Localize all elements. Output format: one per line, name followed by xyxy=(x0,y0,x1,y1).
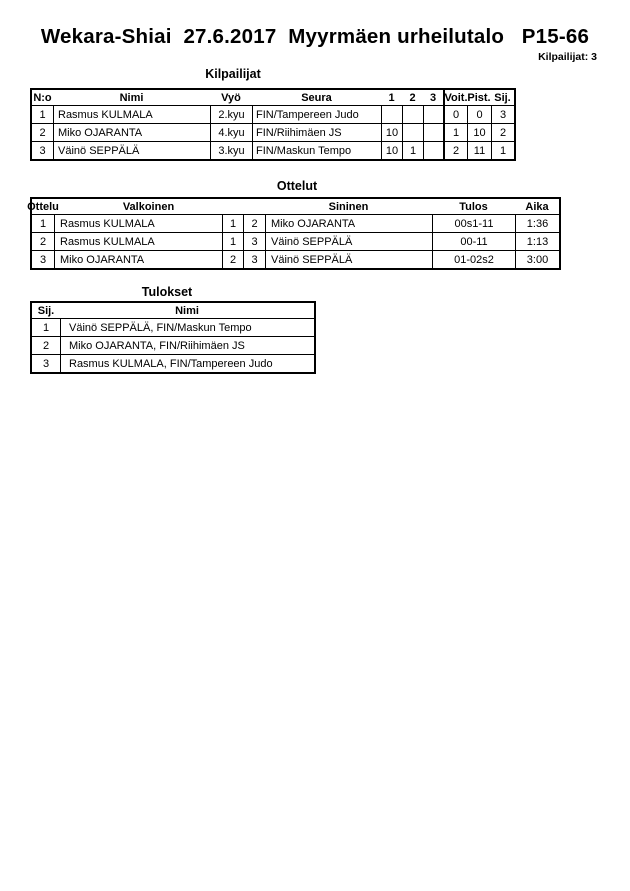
col-valkoinen: Valkoinen xyxy=(122,200,175,213)
table-row xyxy=(32,250,559,268)
cell-blue-no: 3 xyxy=(243,233,265,250)
cell-pist: 11 xyxy=(467,142,491,159)
col-tulos: Tulos xyxy=(459,200,488,213)
page-title: Wekara-Shiai 27.6.2017 Myyrmäen urheilutalo P15-66 xyxy=(40,25,590,48)
cell-valkoinen: Miko OJARANTA xyxy=(54,251,222,268)
cell-sij: 2 xyxy=(42,339,50,352)
cell-sininen: Miko OJARANTA xyxy=(265,215,432,232)
ottelut-table xyxy=(27,197,561,270)
table-row xyxy=(32,214,559,232)
col-voit: Voit. xyxy=(444,91,468,104)
cell-blue-no: 2 xyxy=(243,215,265,232)
col-seura: Seura xyxy=(301,91,332,104)
table-row xyxy=(32,123,514,141)
cell-sij: 2 xyxy=(491,124,514,141)
section-heading-ottelut: Ottelut xyxy=(276,179,318,193)
col-round-3: 3 xyxy=(429,91,437,104)
cell-sij: 1 xyxy=(491,142,514,159)
cell-nimi: Miko OJARANTA xyxy=(53,124,210,141)
tulokset-header-row xyxy=(32,303,314,318)
cell-round-3 xyxy=(423,142,443,159)
section-heading-kilpailijat: Kilpailijat xyxy=(205,67,261,81)
table-row xyxy=(32,141,514,159)
col-no: N:o xyxy=(33,91,52,104)
col-sij: Sij. xyxy=(494,91,511,104)
cell-round-3 xyxy=(423,124,443,141)
cell-no: 1 xyxy=(39,108,46,121)
col-vyo: Vyö xyxy=(221,91,241,104)
cell-sininen: Väinö SEPPÄLÄ xyxy=(265,251,432,268)
cell-tulos: 00s1-11 xyxy=(432,215,515,232)
table-row xyxy=(32,336,314,354)
table-row xyxy=(32,354,314,372)
cell-round-3 xyxy=(423,106,443,123)
cell-vyo: 3.kyu xyxy=(210,142,252,159)
cell-vyo: 4.kyu xyxy=(210,124,252,141)
cell-no: 3 xyxy=(39,144,46,157)
col-pist: Pist. xyxy=(467,91,491,104)
cell-white-no: 1 xyxy=(222,215,243,232)
table-row xyxy=(32,105,514,123)
cell-nimi: Väinö SEPPÄLÄ xyxy=(53,142,210,159)
cell-sij: 3 xyxy=(491,106,514,123)
col-round-1: 1 xyxy=(388,91,395,104)
table-row xyxy=(32,318,314,336)
cell-seura: FIN/Tampereen Judo xyxy=(252,106,381,123)
cell-nimi: Rasmus KULMALA, FIN/Tampereen Judo xyxy=(60,355,314,372)
col-nimi: Nimi xyxy=(175,304,199,317)
cell-tulos: 00-11 xyxy=(432,233,515,250)
cell-aika: 3:00 xyxy=(515,251,559,268)
cell-seura: FIN/Maskun Tempo xyxy=(252,142,381,159)
cell-nimi: Väinö SEPPÄLÄ, FIN/Maskun Tempo xyxy=(60,319,314,336)
col-nimi: Nimi xyxy=(119,91,144,104)
cell-round-2 xyxy=(402,106,423,123)
cell-nimi: Miko OJARANTA, FIN/Riihimäen JS xyxy=(60,337,314,354)
cell-round-1: 10 xyxy=(381,142,402,159)
cell-voit: 1 xyxy=(443,124,467,141)
cell-voit: 2 xyxy=(443,142,467,159)
cell-valkoinen: Rasmus KULMALA xyxy=(54,233,222,250)
cell-no: 2 xyxy=(39,126,46,139)
cell-pist: 10 xyxy=(467,124,491,141)
cell-ottelu: 3 xyxy=(39,253,47,266)
cell-aika: 1:13 xyxy=(515,233,559,250)
cell-vyo: 2.kyu xyxy=(210,106,252,123)
section-heading-tulokset: Tulokset xyxy=(141,285,193,299)
tulokset-table xyxy=(30,301,316,374)
cell-round-2: 1 xyxy=(402,142,423,159)
cell-sininen: Väinö SEPPÄLÄ xyxy=(265,233,432,250)
col-blank xyxy=(243,199,265,214)
cell-ottelu: 2 xyxy=(39,235,47,248)
cell-white-no: 1 xyxy=(222,233,243,250)
kilpailijat-header-row xyxy=(32,90,514,105)
col-ottelu: Ottelu xyxy=(27,200,59,213)
cell-nimi: Rasmus KULMALA xyxy=(53,106,210,123)
cell-sij: 3 xyxy=(42,357,50,370)
cell-aika: 1:36 xyxy=(515,215,559,232)
cell-ottelu: 1 xyxy=(39,217,47,230)
col-aika: Aika xyxy=(525,200,549,213)
cell-blue-no: 3 xyxy=(243,251,265,268)
cell-seura: FIN/Riihimäen JS xyxy=(252,124,381,141)
cell-sij: 1 xyxy=(42,321,50,334)
cell-tulos: 01-02s2 xyxy=(432,251,515,268)
table-row xyxy=(32,232,559,250)
col-sij: Sij. xyxy=(37,304,55,317)
cell-valkoinen: Rasmus KULMALA xyxy=(54,215,222,232)
col-sininen: Sininen xyxy=(328,200,369,213)
cell-voit: 0 xyxy=(443,106,467,123)
cell-white-no: 2 xyxy=(222,251,243,268)
col-round-2: 2 xyxy=(409,91,416,104)
cell-pist: 0 xyxy=(467,106,491,123)
cell-round-1 xyxy=(381,106,402,123)
ottelut-header-row xyxy=(27,199,559,214)
cell-round-1: 10 xyxy=(381,124,402,141)
competitor-count-label: Kilpailijat: 3 xyxy=(538,51,597,63)
kilpailijat-table xyxy=(30,88,516,161)
cell-round-2 xyxy=(402,124,423,141)
